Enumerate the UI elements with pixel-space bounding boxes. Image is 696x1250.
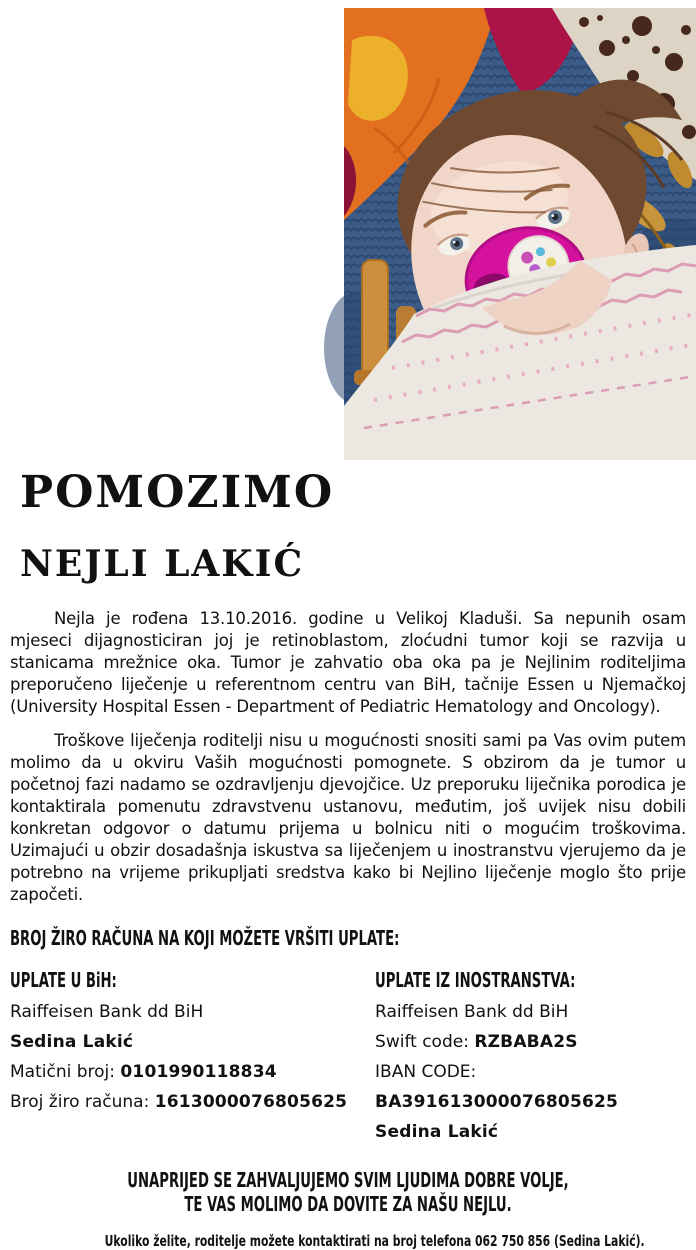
domestic-holder: Sedina Lakić xyxy=(10,1032,134,1052)
domestic-account-row xyxy=(10,1092,375,1112)
footer xyxy=(10,1168,686,1250)
domestic-account-label: Broj žiro računa: xyxy=(10,1092,155,1112)
contact-line-wrap xyxy=(10,1232,686,1250)
paragraph-intro: Nejla je rođena 13.10.2016. godine u Velikoj Kladuši. Sa nepunih osam mjeseci dijagnosticiran joj je retinoblastom, zloćudni tumor koji se razvija u stanicama mrežnice oka. Tumor je zahvatio oba oka pa je Nejlinim roditeljima preporučeno liječenje u referentnom centru van BiH, tačnije Essen u Njemačkoj (University Hospital Essen - Department of Pediatric Hematology and Oncology). xyxy=(10,609,686,716)
international-column xyxy=(375,964,686,1142)
domestic-account-value: 1613000076805625 xyxy=(154,1092,348,1112)
swift-value: RZBABA2S xyxy=(474,1032,578,1052)
domestic-id-row xyxy=(10,1062,375,1082)
thanks-block xyxy=(10,1168,686,1216)
paragraph-funding: Troškove liječenja roditelji nisu u mogućnosti snositi sami pa Vas ovim putem molimo da u okviru Vaših mogućnosti pomognete. S obzirom da je tumor u početnoj fazi nadamo se ozdravljenju djevojčice. Uz preporuku liječnika porodica je kontaktirala pomenutu zdravstvenu ustanovu, međutim, još uvijek nisu dobili konkretan odgovor o datumu prijema u bolnicu niti o mogućim troškovima. Uzimajući u obzir dosadašnja iskustva sa liječenjem u inostranstvu vjerujemo da je potrebno na vrijeme prikupljati sredstva kako bi Nejlino liječenje moglo što prije započeti. xyxy=(10,731,686,904)
title-line-1: POMOZIMO xyxy=(20,467,335,518)
domestic-column xyxy=(10,964,375,1142)
accounts-columns xyxy=(10,964,686,1142)
international-holder: Sedina Lakić xyxy=(375,1122,499,1142)
swift-label: Swift code: xyxy=(375,1032,475,1052)
domestic-heading: UPLATE U BiH: xyxy=(10,968,117,992)
iban-value: BA391613000076805625 xyxy=(375,1092,619,1112)
thanks-line-2: TE VAS MOLIMO DA DOVITE ZA NAŠU NEJLU. xyxy=(184,1192,512,1216)
title-line-2: NEJLI LAKIĆ xyxy=(20,543,305,585)
contact-line: Ukoliko želite, roditelje možete kontaktirati na broj telefona 062 750 856 (Sedina Lakić). xyxy=(104,1232,645,1250)
domestic-bank: Raiffeisen Bank dd BiH xyxy=(10,1002,204,1022)
swift-row xyxy=(375,1032,686,1052)
international-bank: Raiffeisen Bank dd BiH xyxy=(375,1002,569,1022)
domestic-id-label: Matični broj: xyxy=(10,1062,121,1082)
iban-label: IBAN CODE: xyxy=(375,1062,477,1082)
domestic-id-value: 0101990118834 xyxy=(120,1062,277,1082)
accounts-heading: BROJ ŽIRO RAČUNA NA KOJI MOŽETE VRŠITI UPLATE: xyxy=(10,926,400,950)
thanks-line-1: UNAPRIJED SE ZAHVALJUJEMO SVIM LJUDIMA DOBRE VOLJE, xyxy=(127,1168,569,1192)
international-heading: UPLATE IZ INOSTRANSTVA: xyxy=(375,968,576,992)
baby-photo xyxy=(344,8,696,460)
